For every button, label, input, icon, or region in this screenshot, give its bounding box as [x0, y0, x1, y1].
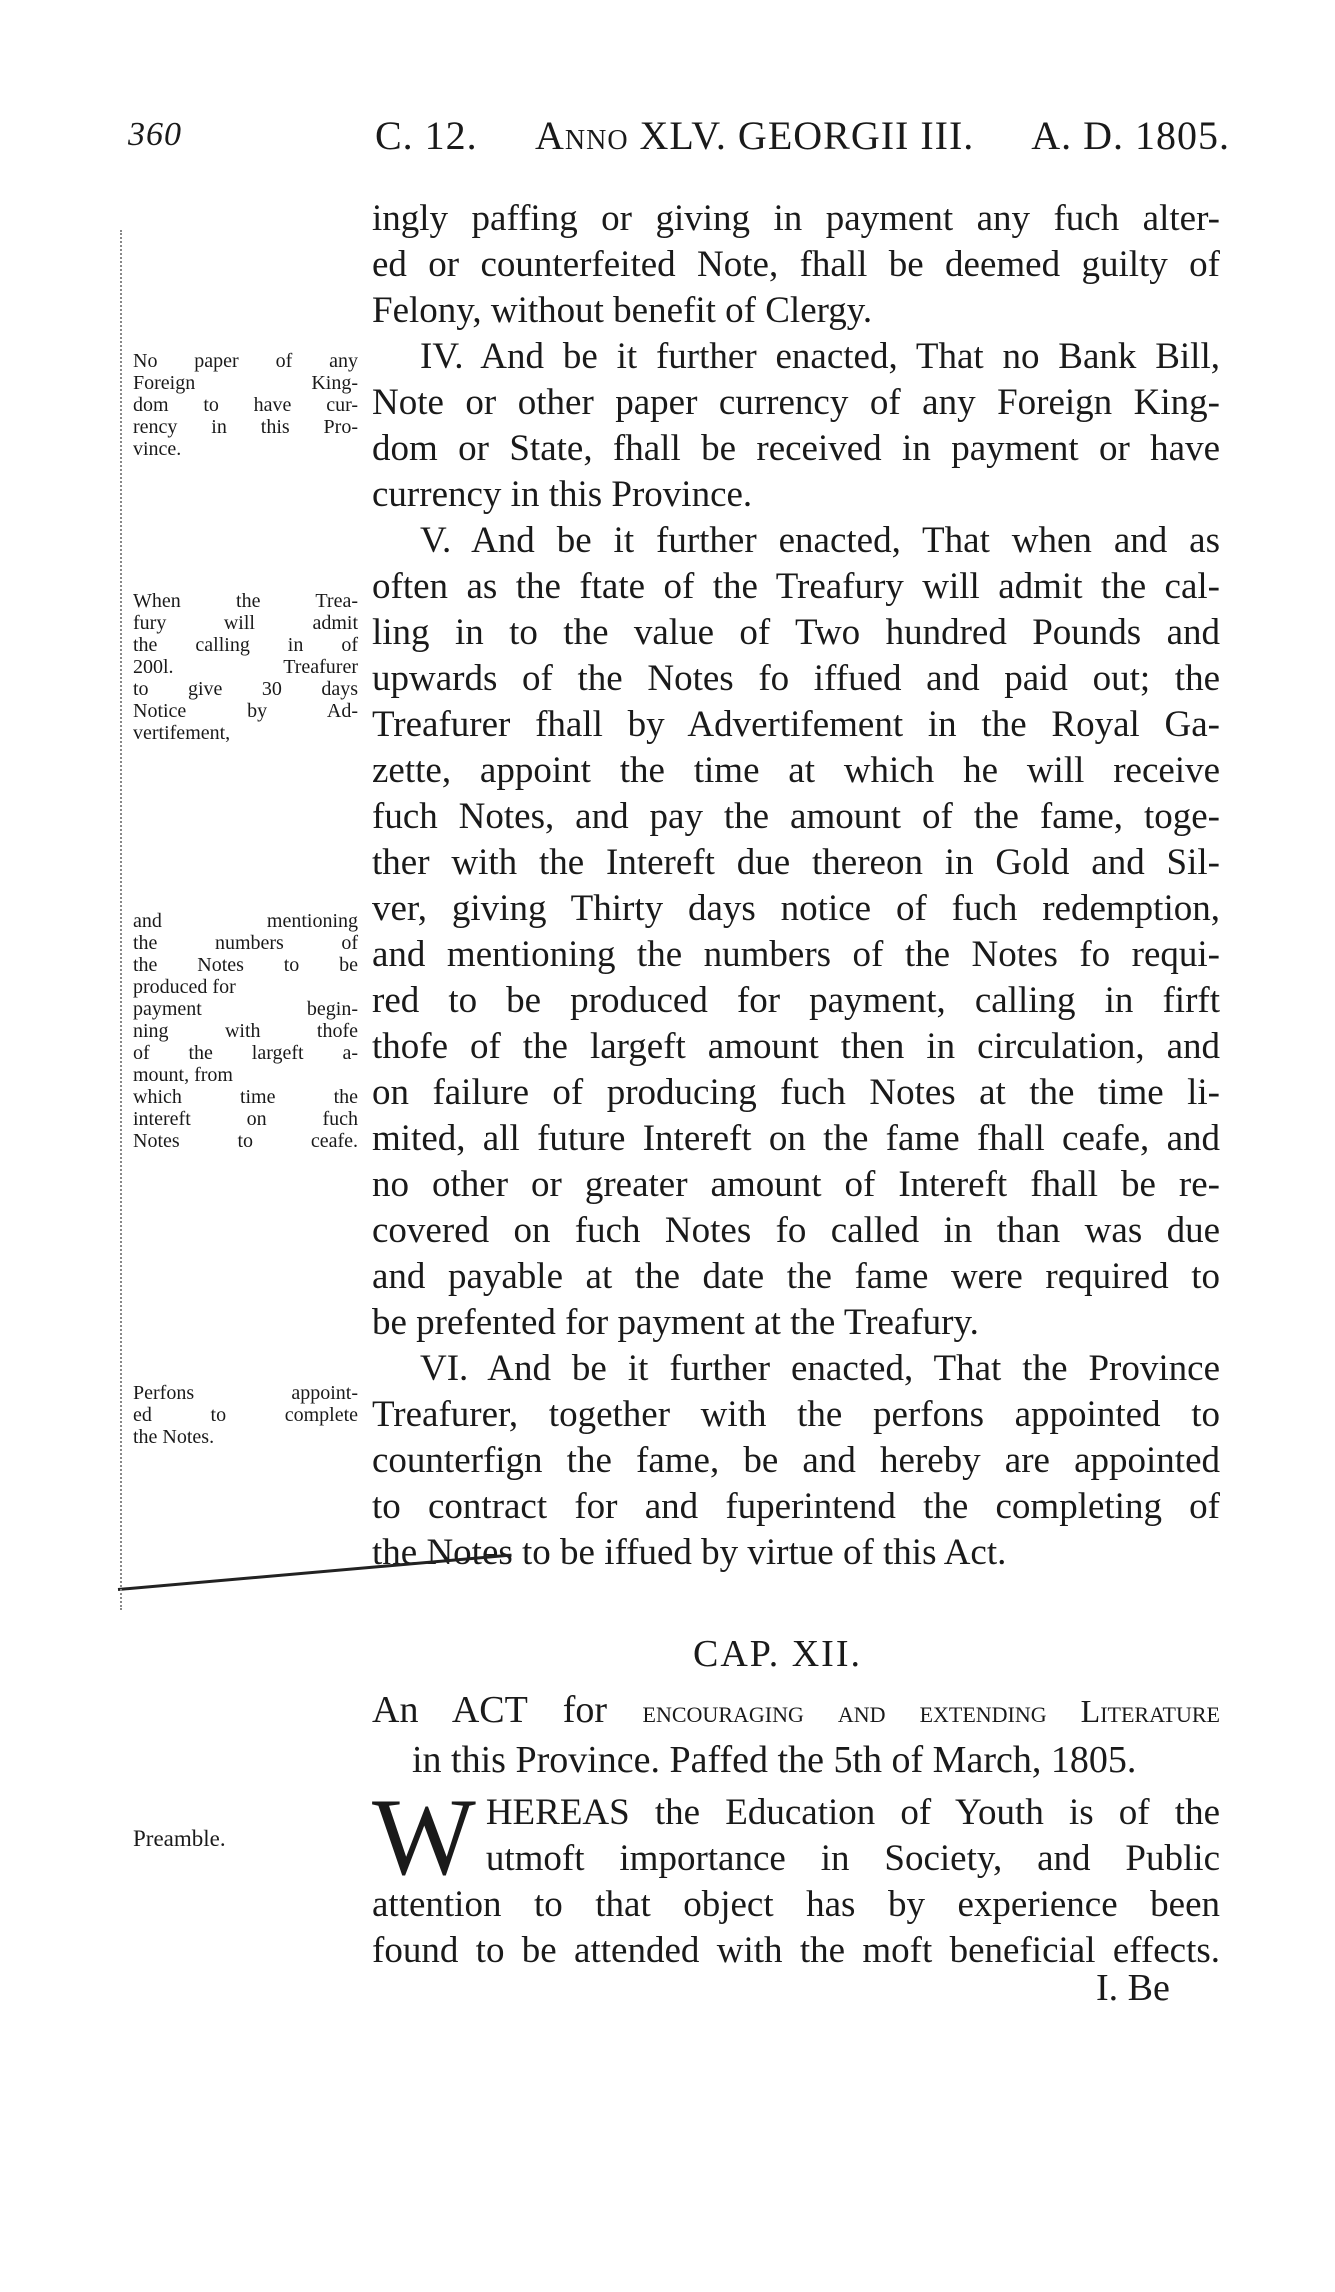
body-line: ling in to the value of Two hundred Pounds and — [372, 612, 1220, 653]
body-line: the Notes to be iffued by virtue of this Act. — [372, 1532, 1007, 1573]
margin-note-line: Notes to ceafe. — [133, 1130, 358, 1152]
margin-note-line: and mentioning — [133, 910, 358, 932]
margin-note-paper-currency — [133, 350, 358, 460]
margin-note-line: the Notes. — [133, 1426, 215, 1448]
section-vi-line: VI. And be it further enacted, That the Province — [420, 1348, 1220, 1389]
preamble-line: found to be attended with the moft beneficial effects. — [372, 1930, 1220, 1971]
margin-note-line: ning with thofe — [133, 1020, 358, 1042]
body-line: fuch Notes, and pay the amount of the fame, toge- — [372, 796, 1220, 837]
body-line: ther with the Intereft due thereon in Gold and Sil- — [372, 842, 1220, 883]
margin-note-line: Preamble. — [133, 1826, 226, 1851]
margin-note-line: of the largeft a- — [133, 1042, 358, 1064]
body-line: covered on fuch Notes fo called in than was due — [372, 1210, 1220, 1251]
act-title-line-1 — [372, 1685, 1220, 1735]
preamble-paragraph — [372, 1776, 1220, 1974]
margin-note-line: ed to complete — [133, 1404, 358, 1426]
body-line: Felony, without benefit of Clergy. — [372, 290, 873, 331]
body-line: ver, giving Thirty days notice of fuch redemption, — [372, 888, 1220, 929]
margin-note-line: fury will admit — [133, 612, 358, 634]
margin-note-treasury — [133, 590, 358, 744]
body-line: currency in this Province. — [372, 474, 753, 515]
body-line: upwards of the Notes fo iffued and paid out; the — [372, 658, 1220, 699]
body-line: and mentioning the numbers of the Notes fo requi- — [372, 934, 1220, 975]
body-line: on failure of producing fuch Notes at the time li- — [372, 1072, 1220, 1113]
margin-note-line: dom to have cur- — [133, 394, 358, 416]
body-line: counterfign the fame, be and hereby are appointed — [372, 1440, 1220, 1481]
body-line: Treafurer, together with the perfons appointed to — [372, 1394, 1220, 1435]
margin-note-line: mount, from — [133, 1064, 233, 1086]
margin-note-line: the calling in of — [133, 634, 358, 656]
body-line: and payable at the date the fame were required to — [372, 1256, 1220, 1297]
margin-note-mentioning — [133, 910, 358, 1152]
page-number: 360 — [128, 116, 182, 153]
margin-note-line: Perfons appoint- — [133, 1382, 358, 1404]
chapter-label: C. 12. — [375, 113, 478, 158]
body-line: ed or counterfeited Note, fhall be deemed guilty of — [372, 244, 1220, 285]
body-line: Note or other paper currency of any Foreign King- — [372, 382, 1220, 423]
margin-note-line: Foreign King- — [133, 372, 358, 394]
margin-note-line: rency in this Pro- — [133, 416, 358, 438]
chapter-title — [0, 1632, 1335, 1676]
catchword: I. Be — [1096, 1967, 1170, 2009]
act-title — [372, 1685, 1220, 1785]
margin-note-line: payment begin- — [133, 998, 358, 1020]
margin-note-persons-appointed — [133, 1382, 358, 1448]
body-line: ingly paffing or giving in payment any fuch alter- — [372, 198, 1220, 239]
margin-note-line: 200l. Treafurer — [133, 656, 358, 678]
body-line: thofe of the largeft amount then in circulation, and — [372, 1026, 1220, 1067]
body-text — [372, 196, 1220, 1576]
body-line: no other or greater amount of Intereft fhall be re- — [372, 1164, 1220, 1205]
margin-note-preamble — [133, 1828, 358, 1850]
regnal-year: Anno XLV. GEORGII III. — [535, 113, 975, 158]
margin-note-line: Notice by Ad- — [133, 700, 358, 722]
margin-note-line: vertifement, — [133, 722, 231, 744]
body-line: zette, appoint the time at which he will receive — [372, 750, 1220, 791]
drop-capital: W — [372, 1776, 476, 1898]
margin-note-line: produced for — [133, 976, 236, 998]
margin-note-line: to give 30 days — [133, 678, 358, 700]
act-title-line-2: in this Province. Paffed the 5th of March, 1805. — [412, 1739, 1137, 1781]
body-line: Treafurer fhall by Advertifement in the Royal Ga- — [372, 704, 1220, 745]
header-date: A. D. 1805. — [1031, 113, 1230, 158]
margin-edge-marks — [120, 230, 126, 1610]
body-line: dom or State, fhall be received in payment or have — [372, 428, 1220, 469]
act-title-prefix: An ACT for — [372, 1689, 643, 1731]
margin-note-line: vince. — [133, 438, 182, 460]
running-header — [120, 112, 1230, 162]
body-line: to contract for and fuperintend the completing of — [372, 1486, 1220, 1527]
section-v-line: V. And be it further enacted, That when and as — [420, 520, 1220, 561]
margin-note-line: No paper of any — [133, 350, 358, 372]
margin-note-line: the numbers of — [133, 932, 358, 954]
body-line: be prefented for payment at the Treafury. — [372, 1302, 979, 1343]
act-title-subject: encouraging and extending Literature — [642, 1693, 1220, 1729]
margin-note-line: which time the — [133, 1086, 358, 1108]
body-line: red to be produced for payment, calling in firft — [372, 980, 1220, 1021]
margin-note-line: intereft on fuch — [133, 1108, 358, 1130]
body-line: often as the ftate of the Treafury will admit the cal- — [372, 566, 1220, 607]
preamble-line: attention to that object has by experience been — [372, 1884, 1220, 1925]
preamble-line: HEREAS the Education of Youth is of the — [485, 1792, 1220, 1833]
body-line: mited, all future Intereft on the fame fhall ceafe, and — [372, 1118, 1220, 1159]
preamble-line: utmoft importance in Society, and Public — [485, 1838, 1220, 1879]
chapter-title-text: CAP. XII. — [693, 1633, 862, 1675]
section-iv-line: IV. And be it further enacted, That no Bank Bill, — [420, 336, 1220, 377]
margin-note-line: When the Trea- — [133, 590, 358, 612]
margin-note-line: the Notes to be — [133, 954, 358, 976]
